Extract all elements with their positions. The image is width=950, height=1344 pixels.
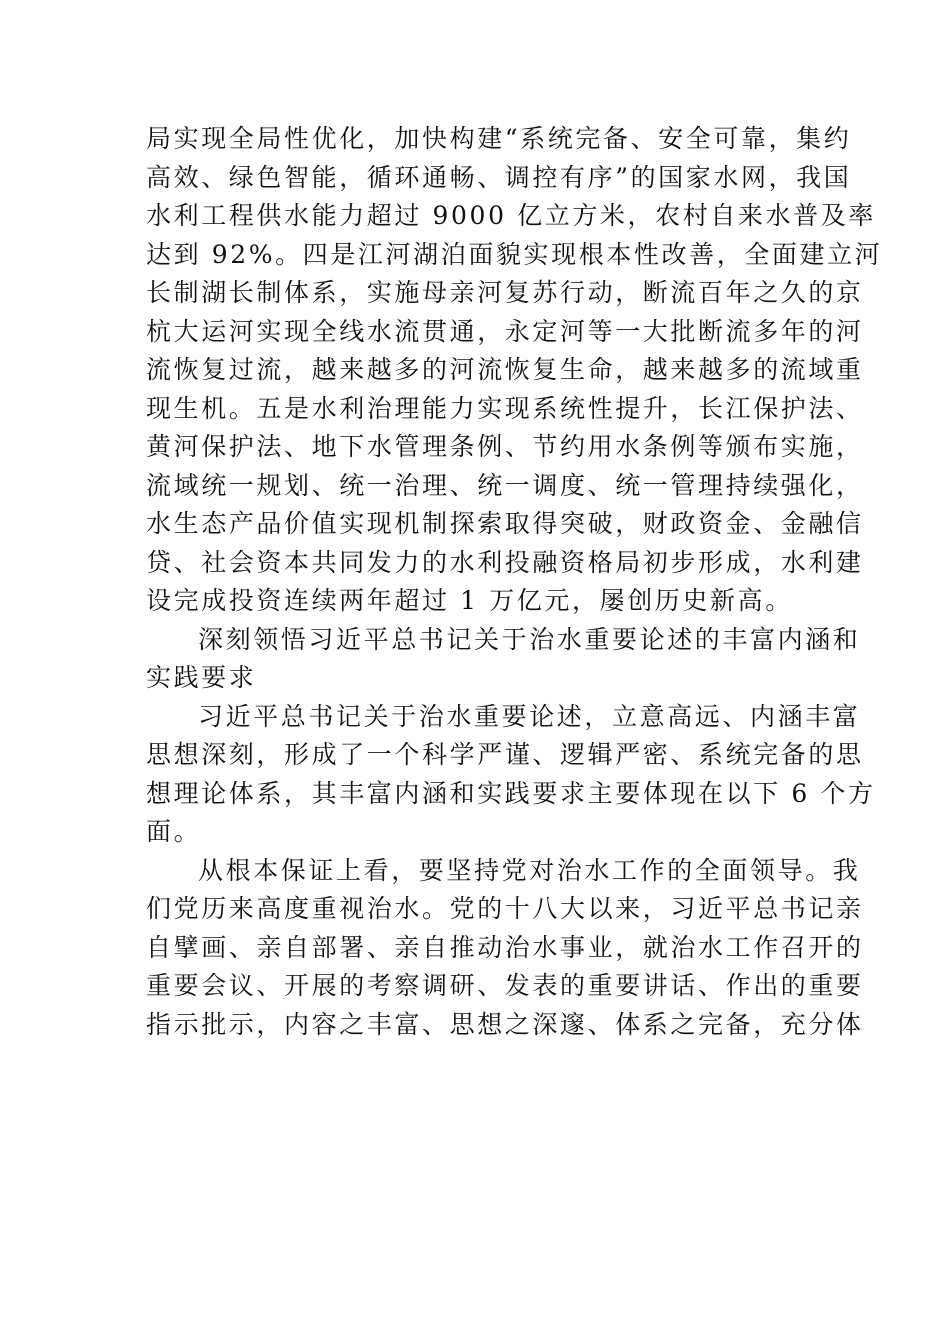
text-line: 面。 (146, 817, 202, 846)
text-line: 流恢复过流，越来越多的河流恢复生命，越来越多的流域重 (146, 355, 864, 384)
text-line: 重要会议、开展的考察调研、发表的重要讲话、作出的重要 (146, 971, 864, 1000)
text-line: 想理论体系，其丰富内涵和实践要求主要体现在以下 6 个方 (146, 778, 876, 808)
text-line: 自擘画、亲自部署、亲自推动治水事业，就治水工作召开的 (146, 932, 864, 962)
text-line: 从根本保证上看，要坚持党对治水工作的全面领导。我 (198, 855, 861, 885)
body-text (146, 120, 883, 1044)
text-line: 达到 92%。四是江河湖泊面貌实现根本性改善，全面建立河 (146, 239, 883, 269)
text-line: 水生态产品价值实现机制探索取得突破，财政资金、金融信 (146, 509, 864, 538)
text-line: 高效、绿色智能，循环通畅、调控有序”的国家水网，我国 (146, 162, 852, 192)
text-line: 流域统一规划、统一治理、统一调度、统一管理持续强化， (146, 470, 864, 500)
section-heading-line: 实践要求 (146, 663, 257, 692)
text-line: 水利工程供水能力超过 9000 亿立方米，农村自来水普及率 (146, 201, 876, 230)
text-line: 杭大运河实现全线水流贯通，永定河等一大批断流多年的河 (146, 316, 864, 346)
text-line: 长制湖长制体系，实施母亲河复苏行动，断流百年之久的京 (146, 278, 864, 307)
text-line: 局实现全局性优化，加快构建“系统完备、安全可靠，集约 (146, 124, 852, 153)
text-line: 设完成投资连续两年超过 1 万亿元，屡创历史新高。 (146, 586, 793, 615)
text-line: 黄河保护法、地下水管理条例、节约用水条例等颁布实施， (146, 432, 864, 461)
text-line: 指示批示，内容之丰富、思想之深邃、体系之完备，充分体 (146, 1009, 864, 1039)
text-line: 习近平总书记关于治水重要论述，立意高远、内涵丰富 (198, 701, 861, 731)
text-line: 现生机。五是水利治理能力实现系统性提升，长江保护法、 (146, 393, 864, 423)
text-line: 思想深刻，形成了一个科学严谨、逻辑严密、系统完备的思 (146, 740, 864, 769)
text-line: 们党历来高度重视治水。党的十八大以来，习近平总书记亲 (146, 894, 864, 923)
section-heading-line: 深刻领悟习近平总书记关于治水重要论述的丰富内涵和 (198, 624, 861, 654)
text-line: 贷、社会资本共同发力的水利投融资格局初步形成，水利建 (146, 547, 864, 577)
